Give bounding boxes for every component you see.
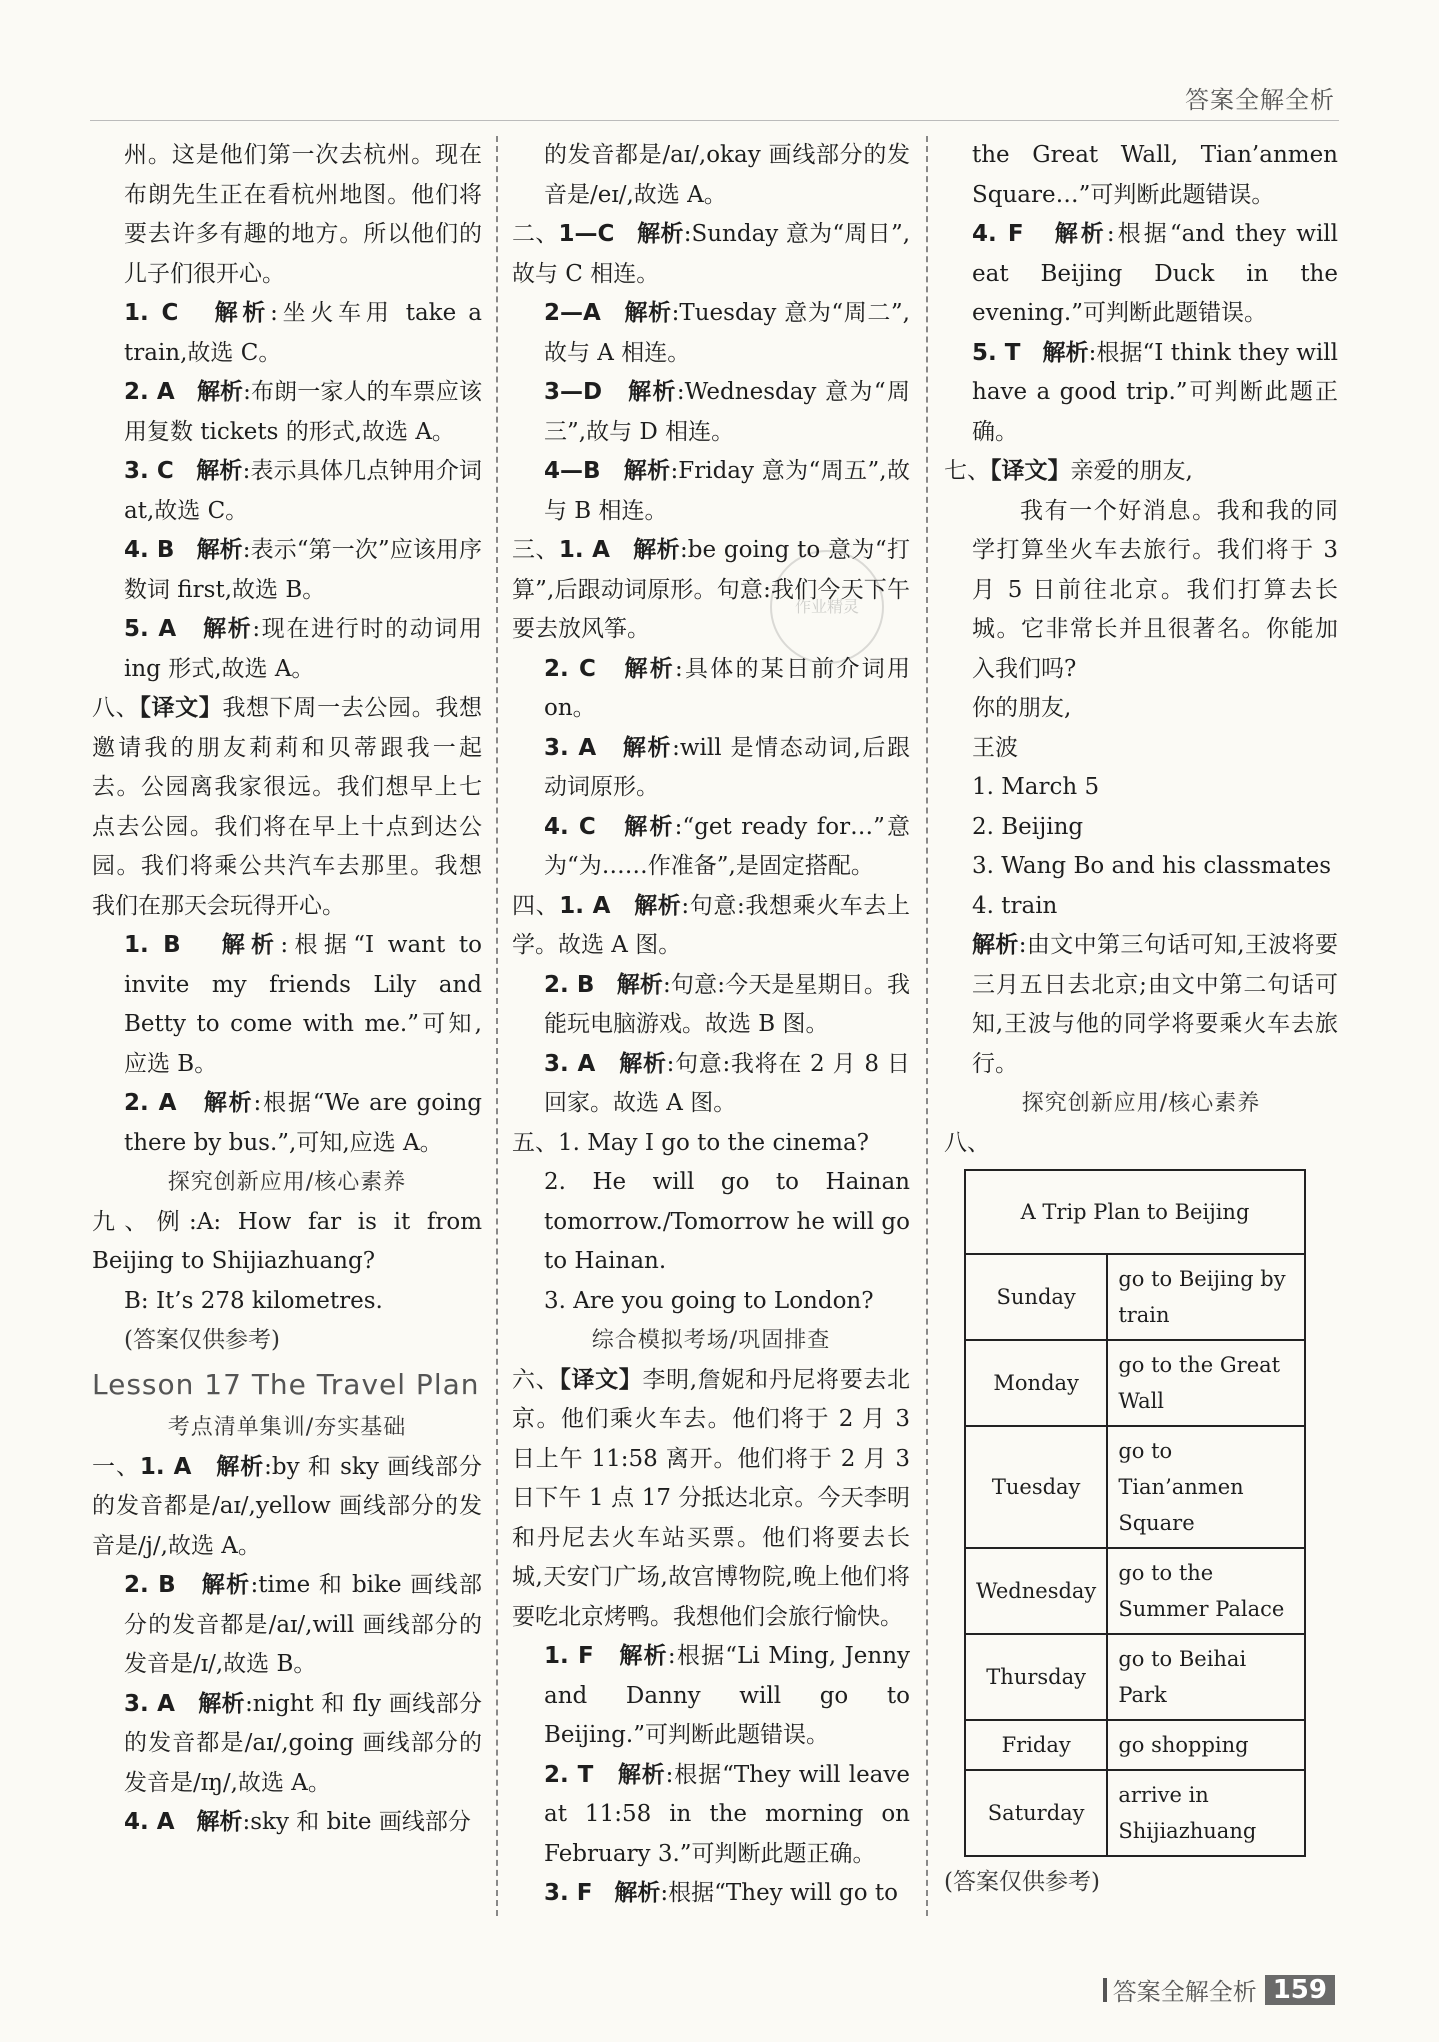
page-footer [1103, 1972, 1335, 2007]
letter-body: 我有一个好消息。我和我的同学打算坐火车去旅行。我们将于 3 月 5 日前往北京。我们打算去长城。它非常长并且很著名。你能加入我们吗? [972, 497, 1338, 682]
example-answer-b: B: It’s 278 kilometres. [124, 1287, 383, 1314]
answer-item: 2. T 解析:根据“They will leave at 11:58 in the morning on February 3.”可判断此题正确。 [544, 1761, 911, 1867]
analysis: 解析:由文中第三句话可知,王波将要三月五日去北京;由文中第二句话可知,王波与他的同学将要乘火车去旅行。 [972, 932, 1339, 1077]
table-row: Monday go to the Great Wall [965, 1340, 1305, 1426]
section-heading: 探究创新应用/核心素养 [167, 1170, 407, 1195]
section-heading: 考点清单集训/夯实基础 [167, 1415, 407, 1440]
footer-label: 答案全解全析 [1112, 1978, 1257, 2006]
answer-item: 1. B 解析:根据“I want to invite my friends Lily and Betty to come with me.”可知,应选 B。 [124, 932, 483, 1077]
column-right [944, 136, 1338, 1903]
answer-item: 3. F 解析:根据“They will go to [544, 1880, 899, 1906]
example-answer: 九、例:A: How far is it from Beijing to Shijiazhuang? [92, 1208, 482, 1274]
answer-item: 2. C 解析:具体的某日前介词用 on。 [544, 655, 910, 721]
header-divider [90, 120, 1339, 121]
table-row: Friday go shopping [965, 1720, 1305, 1770]
answer-item: 四、1. A 解析:句意:我想乘火车去上学。故选 A 图。 [512, 892, 911, 958]
table-caption: A Trip Plan to Beijing [965, 1170, 1305, 1254]
answer-item: 3. A 解析:句意:我将在 2 月 8 日回家。故选 A 图。 [544, 1050, 910, 1116]
answer-item: 5. A 解析:现在进行时的动词用 ing 形式,故选 A。 [124, 616, 483, 682]
answer-item: 3. C 解析:表示具体几点钟用介词 at,故选 C。 [124, 458, 482, 524]
footer-bar [1103, 1978, 1107, 2002]
answer-item: 4—B 解析:Friday 意为“周五”,故与 B 相连。 [544, 458, 910, 524]
trip-plan-table [964, 1169, 1306, 1857]
answer-item: 3. A 解析:night 和 fly 画线部分的发音都是/aɪ/,going 画线部分的发音是/ɪŋ/,故选 A。 [124, 1690, 483, 1796]
translation-section: 六、【译文】李明,詹妮和丹尼将要去北京。他们乘火车去。他们将于 2 月 3 日上午 11:58 离开。他们将于 2 月 3 日下午 1 点 17 分抵达北京。今天李明和丹尼去火车站买票。他们将要去长城,天安门广场,故宫博物院,晚上他们将要吃北京烤鸭。我想他们会旅行愉快。 [512, 1366, 911, 1630]
answer-item: 三、1. A 解析:be going to 意为“打算”,后跟动词原形。句意:我们今天下午要去放风筝。 [512, 537, 911, 642]
answer-item: 4. A 解析:sky 和 bite 画线部分 [124, 1809, 471, 1835]
answer-item: 3. A 解析:will 是情态动词,后跟动词原形。 [544, 734, 910, 800]
page-number: 159 [1265, 1975, 1335, 2005]
section-heading: 综合模拟考场/巩固排查 [591, 1328, 831, 1353]
continued-text: 的发音都是/aɪ/,okay 画线部分的发音是/eɪ/,故选 A。 [544, 142, 910, 208]
page-header-title: 答案全解全析 [1185, 86, 1335, 114]
answer-item: 4. F 解析:根据“and they will eat Beijing Duck in the evening.”可判断此题错误。 [972, 221, 1339, 326]
table-row: Thursday go to Beihai Park [965, 1634, 1305, 1720]
answer-item: 1. C 解析:坐火车用 take a train,故选 C。 [124, 300, 482, 366]
answer-item: 4. train [972, 892, 1058, 919]
table-row: Saturday arrive in Shijiazhuang [965, 1770, 1305, 1856]
table-row: Wednesday go to the Summer Palace [965, 1548, 1305, 1634]
watermark-stamp: 作业精灵 [770, 550, 884, 664]
answer-item: 一、1. A 解析:by 和 sky 画线部分的发音都是/aɪ/,yellow 画线部分的发音是/j/,故选 A。 [92, 1453, 483, 1559]
section-heading: 探究创新应用/核心素养 [1021, 1091, 1261, 1116]
answer-item: 2. A 解析:根据“We are going there by bus.”,可知,应选 A。 [124, 1090, 483, 1156]
answer-item: 1. March 5 [972, 774, 1100, 800]
section-number: 八、 [944, 1129, 990, 1156]
answer-item: 3. Are you going to London? [544, 1287, 874, 1314]
table-row: Tuesday go to Tian’anmen Square [965, 1426, 1305, 1548]
lesson-title: Lesson 17 The Travel Plan [92, 1367, 480, 1401]
reference-note: (答案仅供参考) [124, 1327, 280, 1353]
answer-item: 2. A 解析:布朗一家人的车票应该用复数 tickets 的形式,故选 A。 [124, 379, 482, 445]
column-middle [512, 136, 910, 1914]
answer-item: 3—D 解析:Wednesday 意为“周三”,故与 D 相连。 [544, 379, 910, 445]
answer-item: 3. Wang Bo and his classmates [972, 853, 1332, 879]
column-left [92, 136, 482, 1843]
answer-item: 五、1. May I go to the cinema? [512, 1129, 869, 1156]
answer-item: 5. T 解析:根据“I think they will have a good trip.”可判断此题正确。 [972, 339, 1339, 445]
letter-name: 王波 [972, 734, 1018, 761]
column-divider [496, 136, 498, 1916]
answer-item: 2—A 解析:Tuesday 意为“周二”,故与 A 相连。 [544, 300, 910, 366]
table-row: Sunday go to Beijing by train [965, 1254, 1305, 1340]
answer-item: 2. B 解析:time 和 bike 画线部分的发音都是/aɪ/,will 画线部分的发音是/ɪ/,故选 B。 [124, 1572, 483, 1677]
answer-item: 4. B 解析:表示“第一次”应该用序数词 first,故选 B。 [124, 537, 483, 603]
translation-section: 七、【译文】亲爱的朋友, [944, 458, 1193, 484]
continued-text: the Great Wall, Tian’anmen Square…”可判断此题错误。 [972, 142, 1338, 208]
reference-note: (答案仅供参考) [944, 1869, 1100, 1895]
answer-item: 2. Beijing [972, 813, 1084, 840]
answer-item: 1. F 解析:根据“Li Ming, Jenny and Danny will go to Beijing.”可判断此题错误。 [544, 1643, 911, 1748]
answer-item: 2. B 解析:句意:今天是星期日。我能玩电脑游戏。故选 B 图。 [544, 971, 911, 1037]
letter-sign: 你的朋友, [972, 695, 1072, 721]
answer-item: 2. He will go to Hainan tomorrow./Tomorrow he will go to Hainan. [544, 1169, 910, 1274]
intro-text: 州。这是他们第一次去杭州。现在布朗先生正在看杭州地图。他们将要去许多有趣的地方。所以他们的儿子们很开心。 [124, 142, 483, 287]
answer-item: 4. C 解析:“get ready for…”意为“为……作准备”,是固定搭配。 [544, 813, 911, 879]
column-divider [926, 136, 928, 1916]
translation-section: 八、【译文】我想下周一去公园。我想邀请我的朋友莉莉和贝蒂跟我一起去。公园离我家很远。我们想早上七点去公园。我们将在早上十点到达公园。我们将乘公共汽车去那里。我想我们在那天会玩得开心。 [92, 695, 482, 919]
answer-item: 二、1—C 解析:Sunday 意为“周日”,故与 C 相连。 [512, 221, 911, 287]
